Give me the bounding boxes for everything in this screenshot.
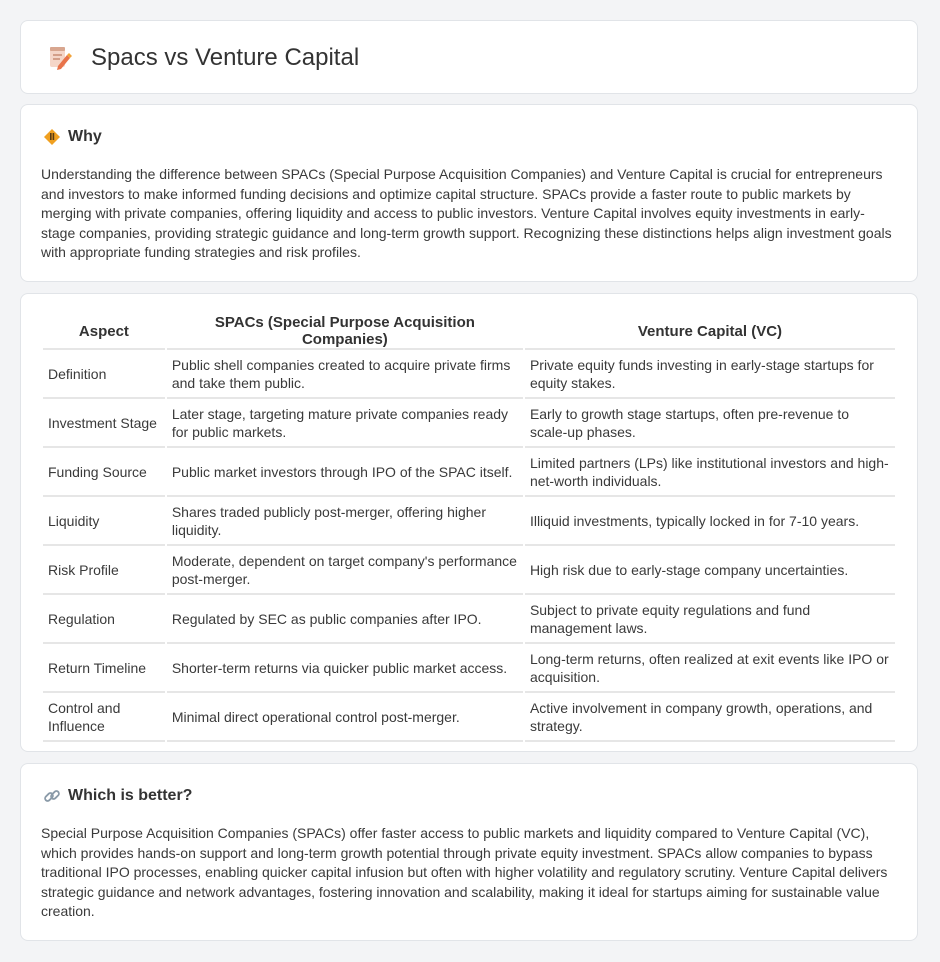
- diamond-sign-icon: [43, 128, 61, 146]
- vc-cell: Subject to private equity regulations and fund management laws.: [525, 595, 895, 644]
- table-row: [43, 644, 895, 693]
- which-is-better-title: Which is better?: [68, 787, 193, 804]
- column-header: Venture Capital (VC): [525, 314, 895, 350]
- vc-cell: Early to growth stage startups, often pre-revenue to scale-up phases.: [525, 399, 895, 448]
- aspect-cell: Definition: [43, 350, 165, 399]
- spac-cell: Public shell companies created to acquire private firms and take them public.: [167, 350, 523, 399]
- aspect-cell: Funding Source: [43, 448, 165, 497]
- page-title: Spacs vs Venture Capital: [91, 44, 360, 71]
- aspect-cell: Regulation: [43, 595, 165, 644]
- why-text: Understanding the difference between SPACs (Special Purpose Acquisition Companies) and Venture Capital is crucial for entrepreneurs and investors to make informed funding decisions and optimize capital structure. SPACs provide a faster route to public markets by merging with private companies, offering liquidity and access to public investors. Venture Capital involves equity investments in early-stage companies, providing strategic guidance and long-term growth support. Recognizing these distinctions helps align investment goals with appropriate funding strategies and risk profiles.: [41, 166, 892, 261]
- spac-cell: Public market investors through IPO of the SPAC itself.: [167, 448, 523, 497]
- table-row: [43, 399, 895, 448]
- table-row: [43, 546, 895, 595]
- spac-cell: Regulated by SEC as public companies after IPO.: [167, 595, 523, 644]
- spac-cell: Moderate, dependent on target company's performance post-merger.: [167, 546, 523, 595]
- vc-cell: Illiquid investments, typically locked in for 7-10 years.: [525, 497, 895, 546]
- vc-cell: Long-term returns, often realized at exit events like IPO or acquisition.: [525, 644, 895, 693]
- spac-cell: Minimal direct operational control post-merger.: [167, 693, 523, 742]
- why-section: [20, 104, 918, 282]
- link-icon: [43, 787, 61, 805]
- vc-cell: Active involvement in company growth, operations, and strategy.: [525, 693, 895, 742]
- document-pencil-icon: [45, 44, 73, 72]
- column-header: Aspect: [43, 314, 165, 350]
- aspect-cell: Liquidity: [43, 497, 165, 546]
- aspect-cell: Control and Influence: [43, 693, 165, 742]
- vc-cell: High risk due to early-stage company uncertainties.: [525, 546, 895, 595]
- title-card: [20, 20, 918, 94]
- spac-cell: Shares traded publicly post-merger, offering higher liquidity.: [167, 497, 523, 546]
- aspect-cell: Return Timeline: [43, 644, 165, 693]
- table-row: [43, 595, 895, 644]
- column-header: SPACs (Special Purpose Acquisition Companies): [167, 314, 523, 350]
- which-is-better-section: [20, 763, 918, 941]
- vc-cell: Private equity funds investing in early-stage startups for equity stakes.: [525, 350, 895, 399]
- aspect-cell: Investment Stage: [43, 399, 165, 448]
- comparison-section: [20, 293, 918, 752]
- which-is-better-text: Special Purpose Acquisition Companies (SPACs) offer faster access to public markets and liquidity compared to Venture Capital (VC), which provides hands-on support and long-term growth potential through private equity investment. SPACs allow companies to bypass traditional IPO processes, enabling quicker capital infusion but often with higher volatility and regulatory scrutiny. Venture Capital delivers strategic guidance and network advantages, fostering innovation and scalability, making it ideal for startups aiming for sustainable value creation.: [41, 825, 888, 920]
- spac-cell: Later stage, targeting mature private companies ready for public markets.: [167, 399, 523, 448]
- table-row: [43, 693, 895, 742]
- vc-cell: Limited partners (LPs) like institutional investors and high-net-worth individuals.: [525, 448, 895, 497]
- aspect-cell: Risk Profile: [43, 546, 165, 595]
- table-row: [43, 448, 895, 497]
- table-row: [43, 497, 895, 546]
- why-title: Why: [68, 128, 102, 145]
- spac-cell: Shorter-term returns via quicker public market access.: [167, 644, 523, 693]
- table-header-row: [43, 314, 895, 350]
- table-row: [43, 350, 895, 399]
- comparison-table: [41, 314, 897, 742]
